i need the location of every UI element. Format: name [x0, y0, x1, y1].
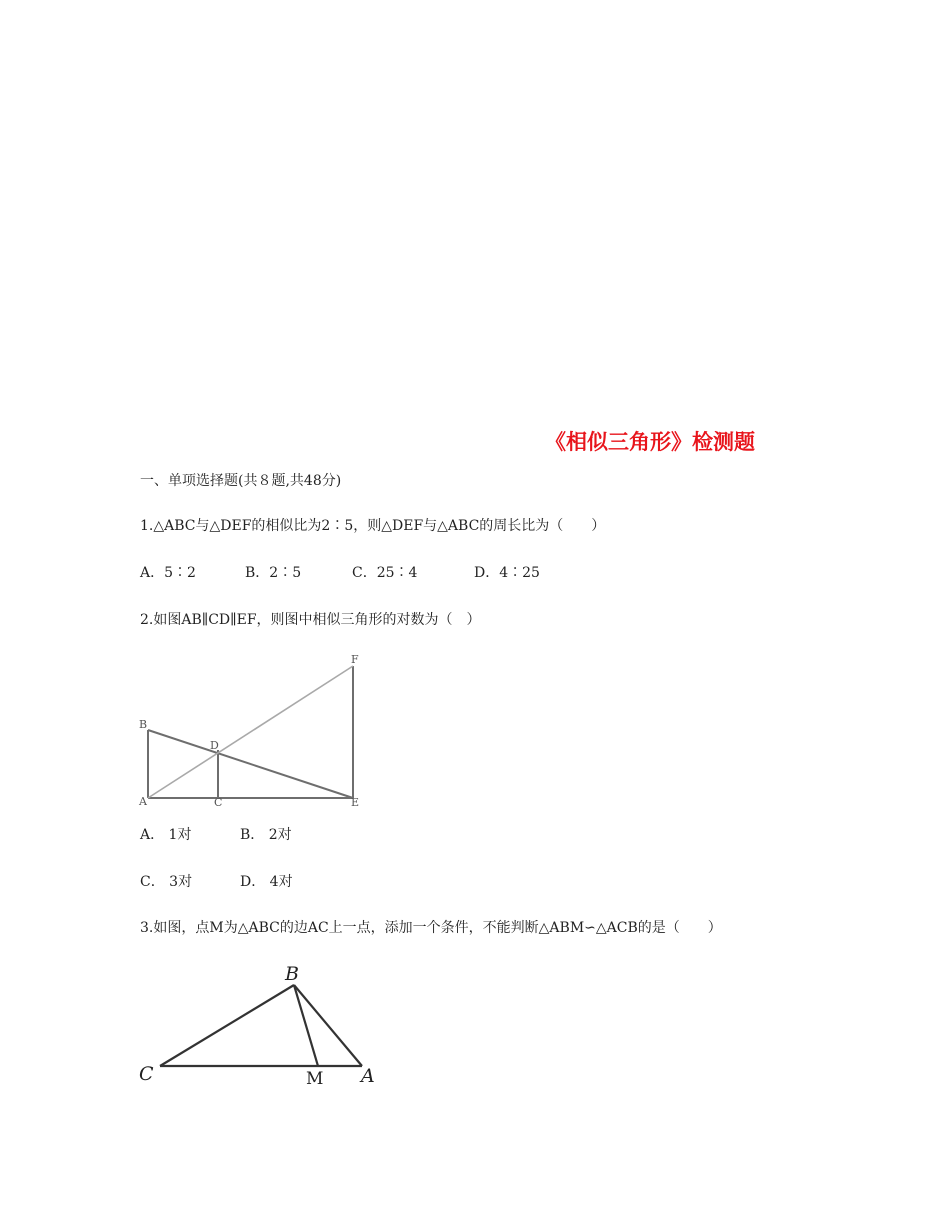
- label-c: C: [139, 1063, 154, 1085]
- question-3-stem: 3.如图，点M为△ABC的边AC上一点，添加一个条件，不能判断△ABM∽△ACB的是（ ）: [140, 920, 722, 936]
- label-e: E: [351, 796, 360, 809]
- segment-be: [148, 730, 353, 798]
- label-m: M: [306, 1069, 324, 1089]
- segment-cb: [160, 985, 294, 1066]
- document-title: 《相似三角形》检测题: [545, 430, 755, 454]
- label-a: A: [361, 1065, 375, 1087]
- question-2-option-a: A． 1对: [140, 827, 192, 843]
- question-1-option-d: D．4∶25: [474, 565, 540, 581]
- question-1-option-a: A．5∶2: [140, 565, 196, 581]
- question-1-stem: 1.△ABC与△DEF的相似比为2∶5，则△DEF与△ABC的周长比为（ ）: [140, 518, 606, 534]
- label-b: B: [139, 718, 148, 731]
- label-a: A: [139, 795, 147, 808]
- question-2-figure: [132, 648, 382, 814]
- label-b: B: [285, 963, 299, 985]
- segment-ba: [294, 985, 362, 1066]
- segment-bm: [294, 985, 318, 1066]
- section-heading: 一、单项选择题(共８题,共48分): [140, 473, 342, 489]
- question-1-options: [140, 563, 640, 583]
- question-2-options-row-1: [140, 825, 440, 845]
- question-3-figure: [136, 960, 386, 1090]
- question-2-option-d: D． 4对: [240, 874, 293, 890]
- question-1-option-c: C．25∶4: [352, 565, 418, 581]
- question-2-option-b: B． 2对: [240, 827, 292, 843]
- segment-af: [148, 666, 353, 798]
- question-2-options-row-2: [140, 872, 440, 892]
- label-c: C: [214, 796, 223, 809]
- label-f: F: [351, 653, 359, 666]
- question-2-stem: 2.如图AB∥CD∥EF，则图中相似三角形的对数为（ ）: [140, 612, 481, 628]
- label-d: D: [210, 739, 219, 752]
- question-2-option-c: C． 3对: [140, 874, 193, 890]
- question-1-option-b: B．2∶5: [245, 565, 302, 581]
